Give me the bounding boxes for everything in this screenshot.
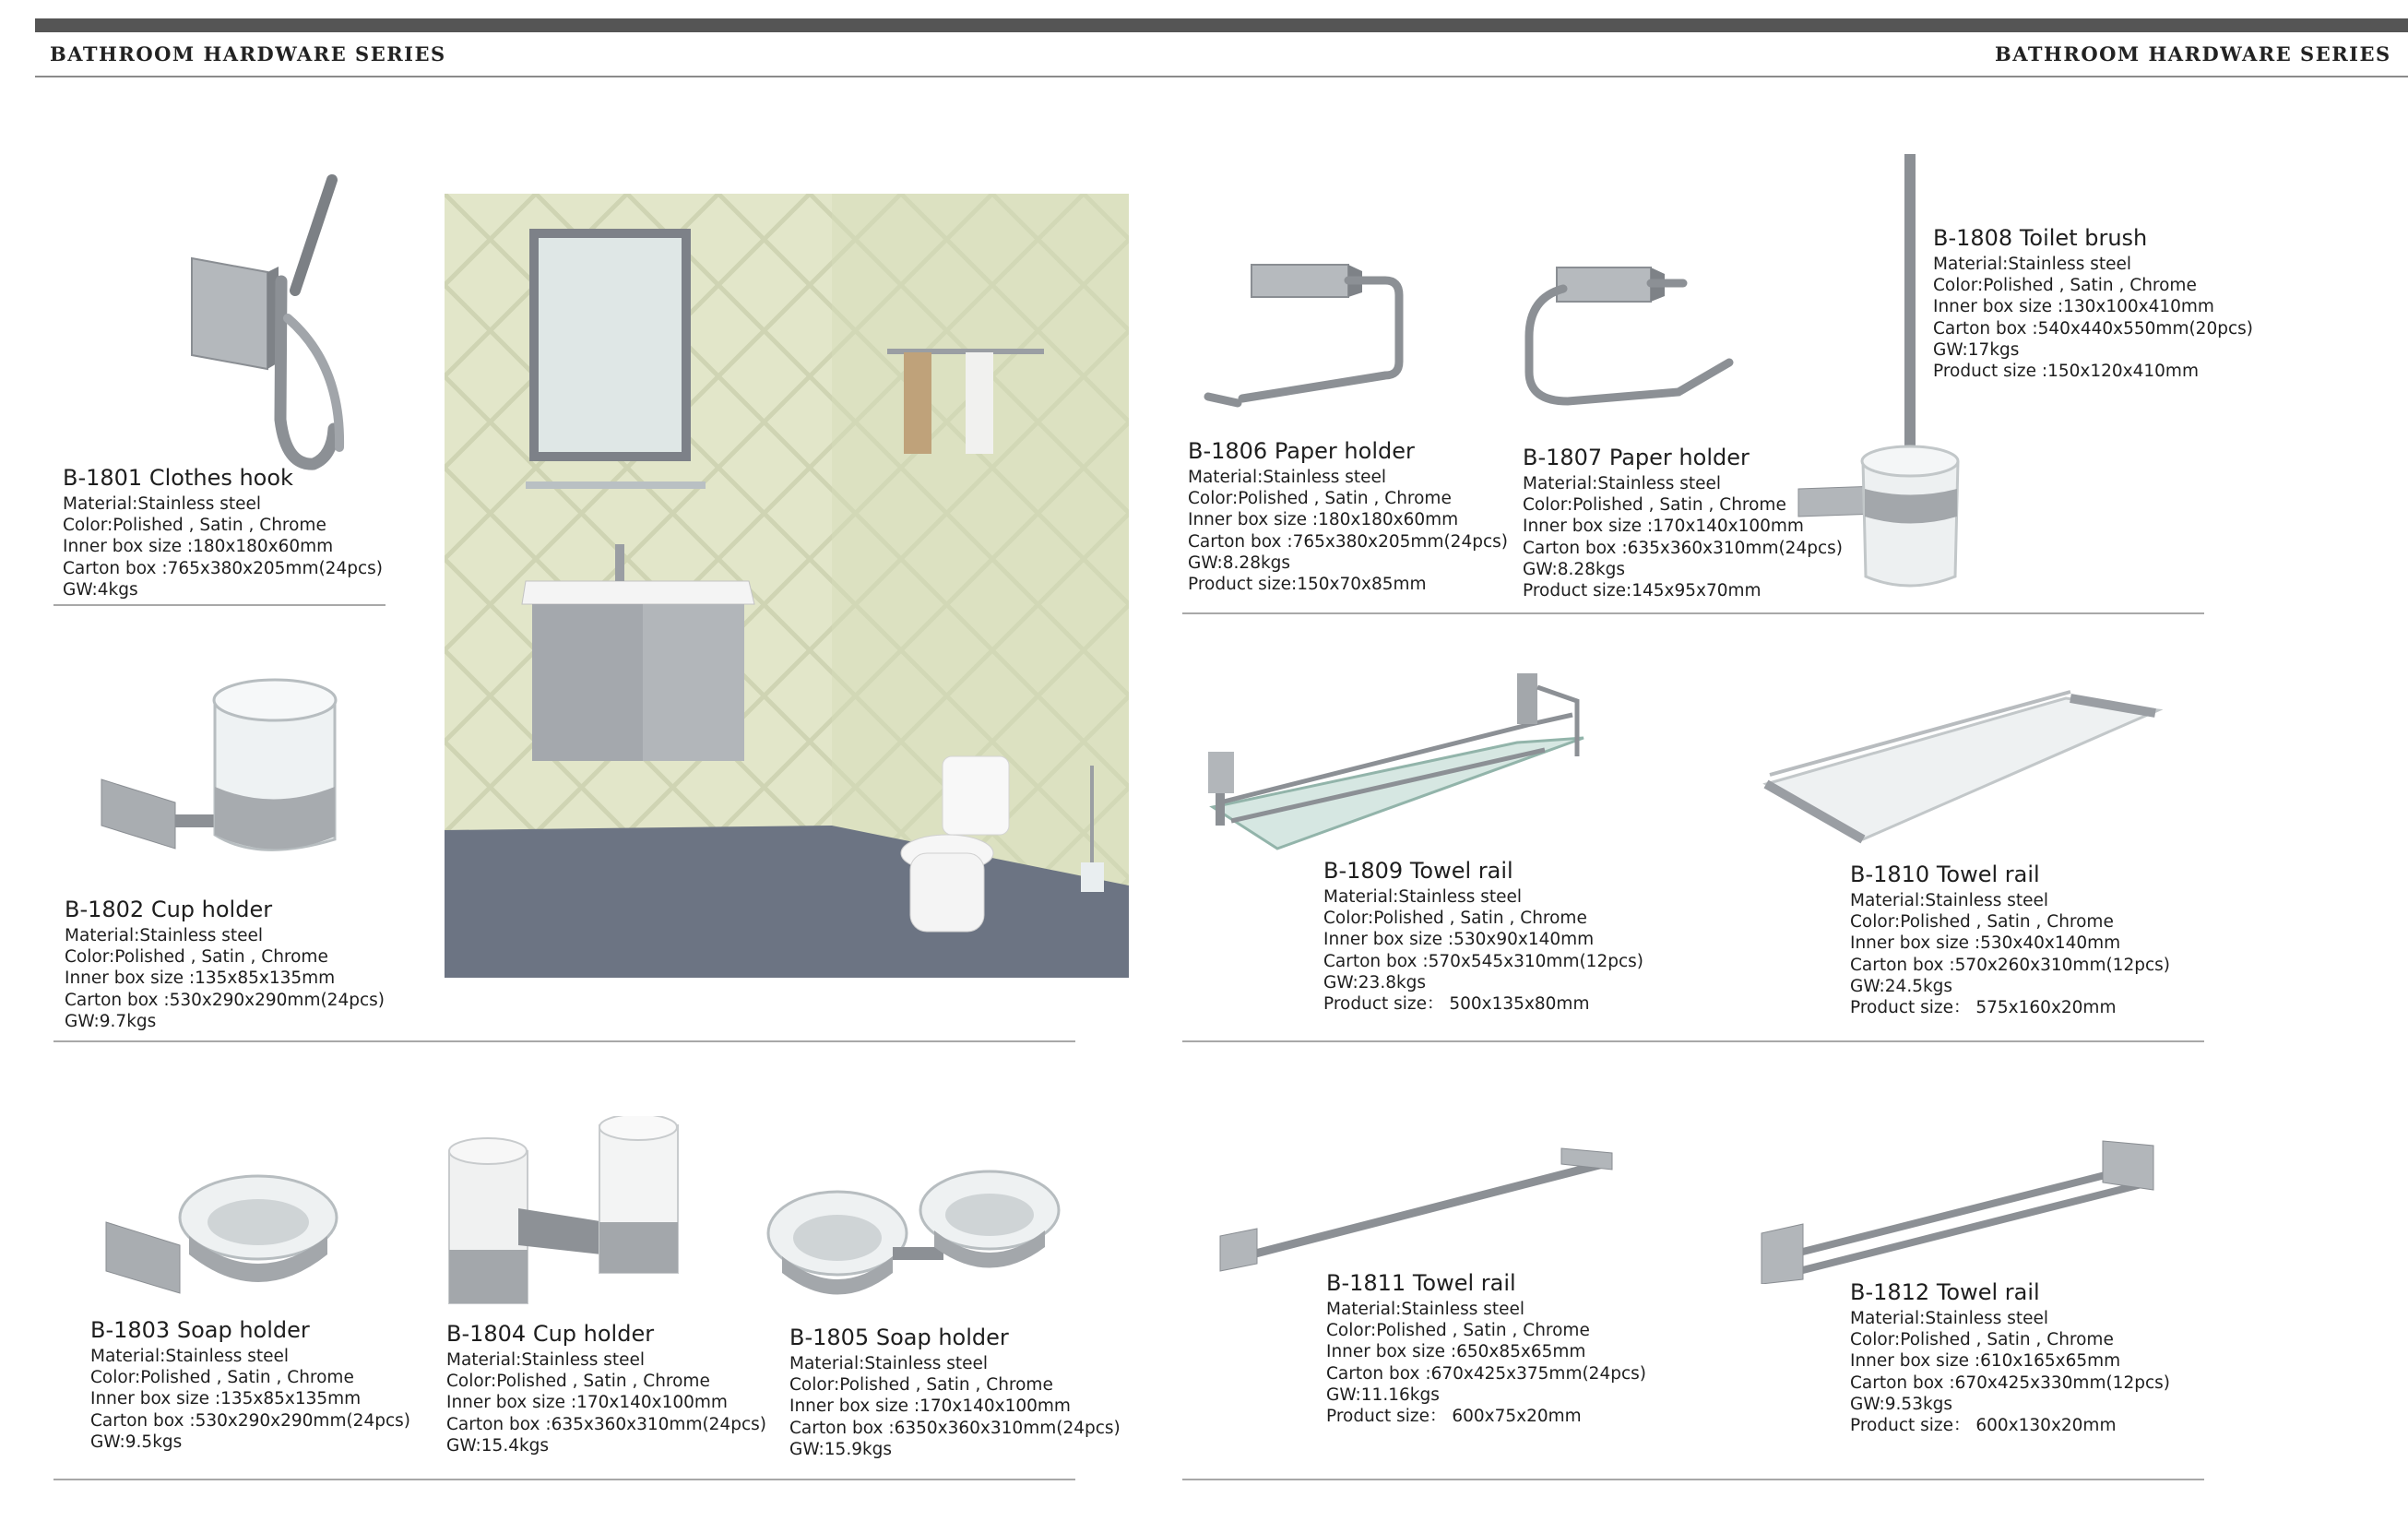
product-material: Material:Stainless steel xyxy=(446,1350,646,1370)
product-color: Color:Polished , Satin , Chrome xyxy=(1850,912,2114,933)
series-title-right: BATHROOM HARDWARE SERIES xyxy=(1995,42,2391,65)
paper-holder-2-image xyxy=(1522,263,1738,415)
product-inner-box: Inner box size :170x140x100mm xyxy=(446,1393,728,1413)
product-inner-box: Inner box size :530x90x140mm xyxy=(1323,930,1595,950)
product-color: Color:Polished , Satin , Chrome xyxy=(65,947,328,968)
double-cup-holder-image xyxy=(445,1116,694,1319)
product-color: Color:Polished , Satin , Chrome xyxy=(1326,1321,1590,1341)
soap-holder-image xyxy=(101,1171,341,1301)
product-material: Material:Stainless steel xyxy=(1933,255,2132,274)
product-color: Color:Polished , Satin , Chrome xyxy=(1323,909,1587,929)
product-size: Product size:150x70x85mm xyxy=(1188,575,1427,595)
divider xyxy=(1182,1040,2204,1042)
product-color: Color:Polished , Satin , Chrome xyxy=(63,516,326,536)
flat-shelf-image xyxy=(1757,687,2163,844)
product-title: B-1808 Toilet brush xyxy=(1933,225,2148,251)
double-towel-rail-image xyxy=(1757,1136,2163,1284)
product-material: Material:Stainless steel xyxy=(1326,1300,1525,1319)
product-gw: GW:11.16kgs xyxy=(1326,1384,1440,1405)
product-inner-box: Inner box size :170x140x100mm xyxy=(789,1396,1071,1417)
product-size: Product size :150x120x410mm xyxy=(1933,362,2199,382)
header-rule-left xyxy=(35,76,1192,77)
product-b-1812 xyxy=(1850,1278,2170,1436)
product-b-1807 xyxy=(1523,444,1843,601)
product-material: Material:Stainless steel xyxy=(789,1354,989,1373)
product-b-1802 xyxy=(65,896,385,1032)
product-title: B-1801 Clothes hook xyxy=(63,465,293,491)
product-gw: GW:24.5kgs xyxy=(1850,976,1953,996)
divider xyxy=(1182,612,2204,614)
product-title: B-1809 Towel rail xyxy=(1323,858,1513,884)
product-carton-box: Carton box :670x425x330mm(12pcs) xyxy=(1850,1373,2170,1393)
product-carton-box: Carton box :765x380x205mm(24pcs) xyxy=(1188,531,1508,552)
product-material: Material:Stainless steel xyxy=(1523,474,1722,493)
product-gw: GW:4kgs xyxy=(63,579,138,600)
product-color: Color:Polished , Satin , Chrome xyxy=(1188,489,1452,509)
product-inner-box: Inner box size :650x85x65mm xyxy=(1326,1342,1586,1362)
product-title: B-1812 Towel rail xyxy=(1850,1279,2040,1305)
product-title: B-1807 Paper holder xyxy=(1523,445,1750,470)
product-b-1808 xyxy=(1933,224,2253,382)
product-gw: GW:23.8kgs xyxy=(1323,972,1427,992)
product-gw: GW:17kgs xyxy=(1933,339,2020,360)
product-material: Material:Stainless steel xyxy=(1850,891,2049,910)
product-color: Color:Polished , Satin , Chrome xyxy=(789,1375,1053,1396)
glass-shelf-image xyxy=(1204,669,1591,858)
product-title: B-1811 Towel rail xyxy=(1326,1270,1516,1296)
cup-holder-image xyxy=(97,678,346,867)
product-inner-box: Inner box size :135x85x135mm xyxy=(90,1389,362,1409)
product-inner-box: Inner box size :610x165x65mm xyxy=(1850,1351,2121,1372)
product-b-1801 xyxy=(63,464,383,600)
product-carton-box: Carton box :635x360x310mm(24pcs) xyxy=(1523,538,1843,558)
product-inner-box: Inner box size :170x140x100mm xyxy=(1523,517,1804,537)
single-towel-rail-image xyxy=(1216,1144,1621,1273)
product-material: Material:Stainless steel xyxy=(1850,1309,2049,1328)
product-color: Color:Polished , Satin , Chrome xyxy=(1850,1330,2114,1350)
product-gw: GW:8.28kgs xyxy=(1188,553,1291,573)
product-title: B-1803 Soap holder xyxy=(90,1317,310,1343)
product-carton-box: Carton box :570x545x310mm(12pcs) xyxy=(1323,951,1643,971)
product-carton-box: Carton box :530x290x290mm(24pcs) xyxy=(65,990,385,1010)
product-b-1809 xyxy=(1323,857,1643,1015)
product-b-1804 xyxy=(446,1320,766,1456)
product-carton-box: Carton box :635x360x310mm(24pcs) xyxy=(446,1414,766,1434)
product-size: Product size： 600x75x20mm xyxy=(1326,1407,1582,1427)
product-size: Product size： 600x130x20mm xyxy=(1850,1416,2117,1436)
product-inner-box: Inner box size :135x85x135mm xyxy=(65,969,336,989)
product-b-1806 xyxy=(1188,437,1508,595)
product-material: Material:Stainless steel xyxy=(1323,887,1523,907)
product-gw: GW:9.5kgs xyxy=(90,1432,183,1452)
product-title: B-1810 Towel rail xyxy=(1850,862,2040,887)
product-size: Product size： 575x160x20mm xyxy=(1850,998,2117,1018)
product-material: Material:Stainless steel xyxy=(65,926,264,945)
series-title-left: BATHROOM HARDWARE SERIES xyxy=(50,42,446,65)
product-size: Product size： 500x135x80mm xyxy=(1323,994,1590,1015)
product-gw: GW:8.28kgs xyxy=(1523,559,1626,579)
product-color: Color:Polished , Satin , Chrome xyxy=(446,1372,710,1392)
product-carton-box: Carton box :6350x360x310mm(24pcs) xyxy=(789,1418,1121,1438)
paper-holder-image xyxy=(1201,260,1413,417)
product-title: B-1805 Soap holder xyxy=(789,1325,1009,1350)
product-b-1811 xyxy=(1326,1269,1646,1427)
product-inner-box: Inner box size :180x180x60mm xyxy=(63,537,334,557)
product-b-1803 xyxy=(90,1316,410,1453)
divider xyxy=(1182,1479,2204,1480)
divider xyxy=(53,604,386,606)
product-b-1805 xyxy=(789,1324,1121,1460)
product-gw: GW:15.9kgs xyxy=(789,1439,893,1459)
product-inner-box: Inner box size :180x180x60mm xyxy=(1188,510,1459,530)
product-title: B-1806 Paper holder xyxy=(1188,438,1415,464)
double-soap-holder-image xyxy=(764,1164,1068,1312)
product-carton-box: Carton box :540x440x550mm(20pcs) xyxy=(1933,318,2253,339)
product-gw: GW:9.53kgs xyxy=(1850,1394,1953,1414)
product-inner-box: Inner box size :130x100x410mm xyxy=(1933,297,2214,317)
product-size: Product size:145x95x70mm xyxy=(1523,581,1762,601)
product-carton-box: Carton box :530x290x290mm(24pcs) xyxy=(90,1410,410,1431)
product-color: Color:Polished , Satin , Chrome xyxy=(90,1368,354,1388)
header-rule-right xyxy=(1192,76,2408,77)
product-title: B-1804 Cup holder xyxy=(446,1321,655,1347)
divider xyxy=(53,1479,1075,1480)
product-carton-box: Carton box :570x260x310mm(12pcs) xyxy=(1850,955,2170,975)
product-material: Material:Stainless steel xyxy=(1188,468,1387,487)
divider xyxy=(53,1040,1075,1042)
product-carton-box: Carton box :765x380x205mm(24pcs) xyxy=(63,558,383,578)
product-material: Material:Stainless steel xyxy=(63,494,262,514)
product-title: B-1802 Cup holder xyxy=(65,897,273,922)
product-color: Color:Polished , Satin , Chrome xyxy=(1933,276,2197,296)
product-gw: GW:15.4kgs xyxy=(446,1435,550,1456)
product-inner-box: Inner box size :530x40x140mm xyxy=(1850,933,2121,954)
product-material: Material:Stainless steel xyxy=(90,1347,290,1366)
product-gw: GW:9.7kgs xyxy=(65,1011,157,1031)
header-bar xyxy=(35,18,2408,32)
product-b-1810 xyxy=(1850,861,2170,1018)
clothes-hook-image xyxy=(184,171,350,475)
bathroom-scene-photo xyxy=(445,194,1129,978)
product-carton-box: Carton box :670x425x375mm(24pcs) xyxy=(1326,1363,1646,1384)
product-color: Color:Polished , Satin , Chrome xyxy=(1523,495,1786,516)
